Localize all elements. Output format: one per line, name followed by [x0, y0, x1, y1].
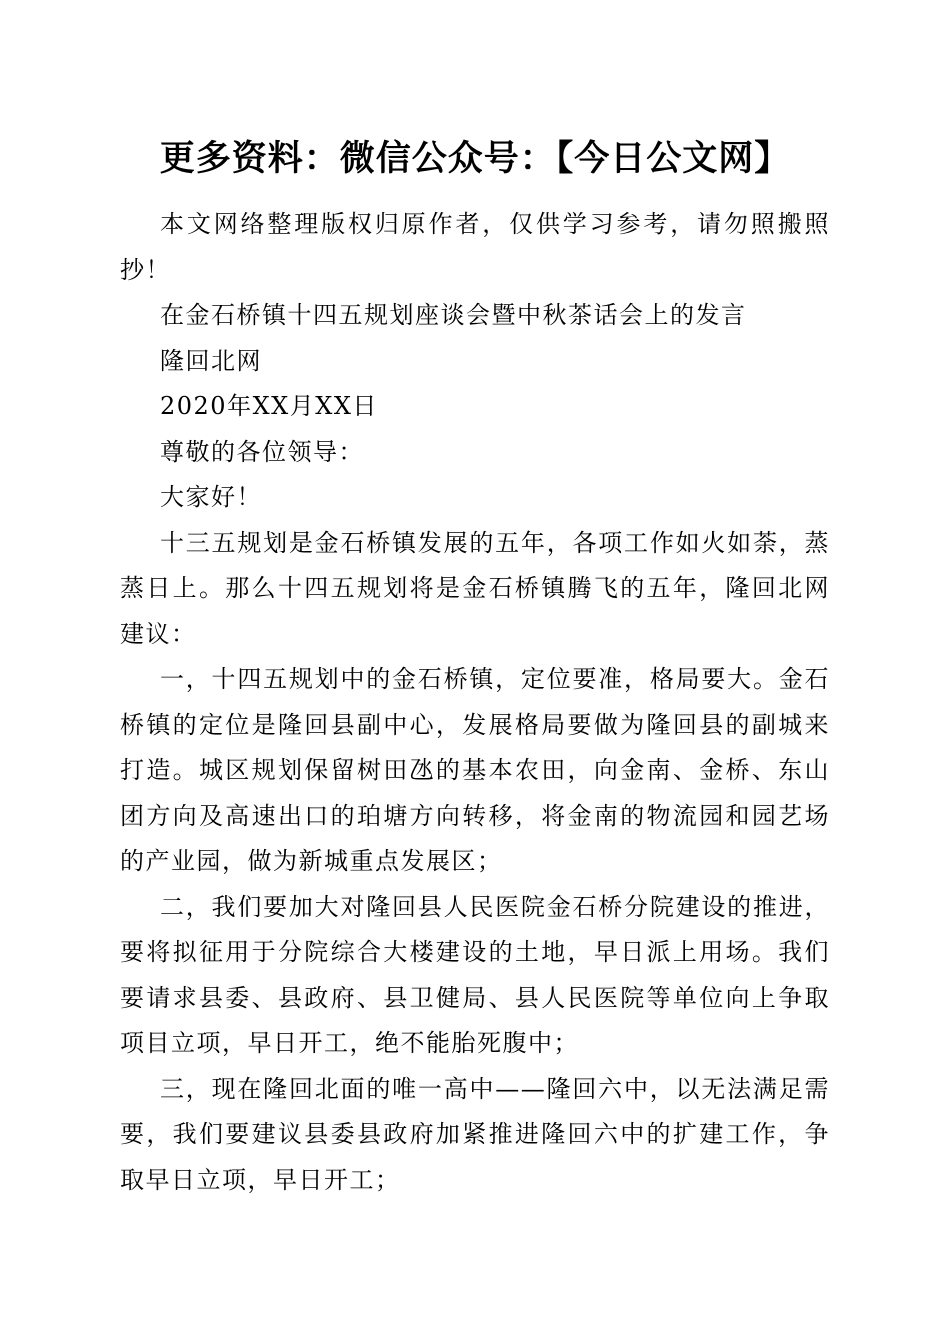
greeting-line: 大家好！: [160, 483, 262, 511]
date-line: 2020年XX月XX日: [160, 392, 378, 420]
body-paragraph: 三，现在隆回北面的唯一高中——隆回六中，以无法满足需要，我们要建议县委县政府加紧推进隆回六中的扩建工作，争取早日立项，早日开工；: [120, 1074, 830, 1194]
author-line: 隆回北网: [160, 346, 262, 375]
body-paragraph: 十三五规划是金石桥镇发展的五年，各项工作如火如荼，蒸蒸日上。那么十四五规划将是金石桥镇腾飞的五年，隆回北网建议：: [120, 528, 830, 648]
disclaimer-line: 本文网络整理版权归原作者，仅供学习参考，请勿照搬照抄！: [120, 210, 830, 284]
salutation-line: 尊敬的各位领导：: [160, 437, 364, 466]
body-paragraph: 一，十四五规划中的金石桥镇，定位要准，格局要大。金石桥镇的定位是隆回县副中心，发展格局要做为隆回县的副城来打造。城区规划保留树田氹的基本农田，向金南、金桥、东山团方向及高速出口的珀塘方向转移，将金南的物流园和园艺场的产业园，做为新城重点发展区；: [120, 665, 830, 875]
page-title: 更多资料：微信公众号：【今日公文网】: [159, 139, 791, 179]
document-body: [120, 202, 830, 1203]
body-paragraph: 二，我们要加大对隆回县人民医院金石桥分院建设的推进，要将拟征用于分院综合大楼建设的土地，早日派上用场。我们要请求县委、县政府、县卫健局、县人民医院等单位向上争取项目立项，早日开工，绝不能胎死腹中；: [120, 892, 830, 1057]
speech-title: 在金石桥镇十四五规划座谈会暨中秋茶话会上的发言: [160, 301, 747, 329]
